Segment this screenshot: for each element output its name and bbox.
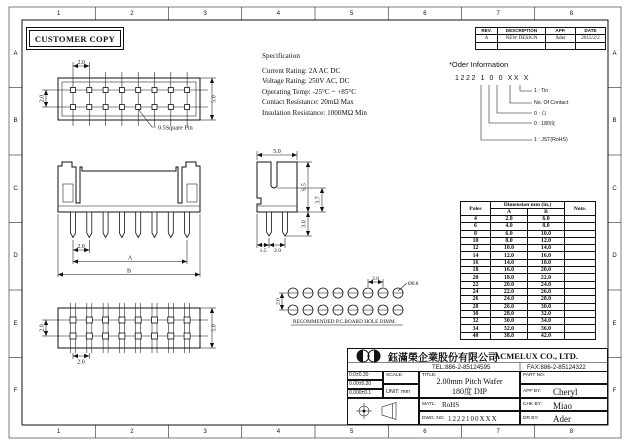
drawing-title-line2: 180度 DIP [452,387,487,396]
zone-label-bottom: 6 [423,428,427,435]
customer-copy-label: CUSTOMER COPY [29,30,121,47]
dimension-cell: 22.0 [491,288,528,295]
company-tel: TEL:886-2-85124595 [432,364,491,371]
dim-sv-inner: 3.7 [315,196,322,204]
top-view-drawing [40,60,218,132]
dwg-no-label: DWG. NO. [422,416,445,421]
dim-pcb-hole: Ø0.8 [408,281,419,287]
dim-sv-top: 5.0 [273,148,281,155]
dimension-row [461,288,596,295]
dwg-no-value: 1222100XXX [448,415,498,423]
dimension-cell: 26.0 [528,288,565,295]
unit-label: UNIT: mm [386,389,410,395]
scale-cell [383,371,419,384]
part-no-label: PART NO: [523,373,546,378]
order-callout: No. Of Contact [534,100,569,106]
revision-row-empty [476,42,606,50]
revision-cell: 2015/2/2 [576,35,606,43]
order-info-code: 1222 1 0 0 XX X [455,75,530,82]
dimension-cell [565,288,596,295]
dimension-row [461,237,596,244]
dim-tv-pitch-v: 2.0 [39,94,46,103]
zone-label-right: D [612,253,617,260]
dimension-cell: 18.0 [528,259,565,266]
zone-label-right: F [612,388,617,395]
zone-label-top: 1 [56,10,61,17]
zone-label-bottom: 3 [203,428,207,435]
spec-line: Current Rating: 2A AC DC [262,67,341,75]
dim-tv-pitch-h: 2.0 [77,60,85,66]
zone-label-bottom: 5 [349,428,354,435]
dim-sv-offset: 1.5 [259,248,267,254]
dimtab-col-a: A [491,209,528,216]
pin-size-label: 0.5Square Pin [158,124,193,132]
zone-label-bottom: 1 [56,428,61,435]
dimension-cell: 10.0 [491,245,528,252]
pcb-hole-pattern [276,276,419,325]
dimension-row [461,281,596,288]
customer-copy-stamp [26,27,124,50]
part-no-cell [520,371,608,384]
order-callout: 0 : 180度 [534,121,556,127]
dim-bv-pitch-v: 2.0 [39,324,46,332]
tolerance-row-3: 0.000±0.1 [347,389,383,398]
dimension-cell: 36.0 [528,325,565,332]
spec-line: Insulation Resistance: 1000MΩ Min [262,108,367,117]
dimension-cell: 14.0 [491,259,528,266]
zone-label-bottom: 8 [569,428,574,435]
dim-sv-pin-length: 3.0 [301,220,308,228]
dimension-cell: 30.0 [491,318,528,325]
dimension-cell: 32 [461,318,491,325]
dimension-cell [565,259,596,266]
spec-line: Operating Temp: -25°C ~ +85°C [262,87,357,96]
dimtab-col-note: Note. [565,202,596,216]
dimension-row [461,245,596,252]
pcb-caption: RECOMMENDED P.C.BOARD HOLE DIMM. [293,319,397,325]
material-label: MATL: [422,402,436,407]
revision-cell: NEW DESIGN [498,35,546,43]
revision-cell: A [476,35,498,43]
dimension-cell: 22 [461,281,491,288]
dimension-row [461,267,596,274]
zone-label-top: 7 [496,10,500,17]
dimension-row [461,325,596,332]
material-value: RoHS [442,401,460,409]
rev-col-header: REV. [476,28,498,35]
dimension-cell: 40 [461,332,491,339]
dimension-cell: 26.0 [491,303,528,310]
app-by-cell [520,384,608,398]
tolerance-row-1: 0.0±0.30 [347,371,383,380]
company-fax: FAX:886-2-85124322 [527,364,586,371]
dimension-cell [565,310,596,317]
specification-title: Specification [262,52,300,60]
app-by-value: Cheryl [553,387,578,397]
order-callout: 0 : 白 [534,111,547,117]
revision-cell [498,42,546,50]
dimension-cell [565,216,596,223]
unit-cell [383,384,419,398]
title-label: TITLE: [422,373,437,378]
dimension-cell: 12.0 [528,237,565,244]
dimension-table [460,201,596,340]
dimension-row [461,230,596,237]
zone-label-left: D [13,253,18,260]
dim-fv-pitch: 2.0 [77,244,85,250]
dimension-row [461,332,596,339]
order-info-tree-lines [481,85,532,140]
company-name-cn: 鈺滿榮企業股份有限公司 [388,353,498,364]
dimension-cell: 42.0 [528,332,565,339]
rev-col-header: APP. [546,28,576,35]
zone-label-left: A [13,50,18,57]
dimension-cell [565,303,596,310]
zone-label-left: F [13,388,18,395]
zone-label-bottom: 2 [130,428,134,435]
dimension-cell: 12 [461,245,491,252]
revision-row [476,35,606,43]
revision-cell: Ader [546,35,576,43]
dimension-row [461,310,596,317]
dim-bv-body: 5.0 [211,324,218,332]
dimension-cell: 10.0 [528,230,565,237]
dim-sv-height: 6.5 [301,183,308,191]
dim-sv-pitch: 2.0 [274,248,281,254]
dim-pcb-pitch-v: 2.0 [275,298,282,305]
dimension-cell: 8 [461,230,491,237]
dimension-cell: 30.0 [528,303,565,310]
zone-label-top: 4 [276,10,281,17]
dimension-cell: 24.0 [528,281,565,288]
chk-by-label: CHK BY: [523,402,542,407]
drawing-title-line1: 2.00mm Pitch Wafer [436,377,503,386]
dimension-cell [565,325,596,332]
company-name-en: ACMELUX CO., LTD. [494,351,578,361]
dr-by-value: Ader [553,414,571,424]
dr-by-label: DR BY: [523,416,539,421]
spec-line: Contact Resistance: 20mΩ Max [262,98,354,107]
dimension-cell [565,245,596,252]
zone-label-bottom: 7 [496,428,500,435]
spec-line: Voltage Rating: 250V AC, DC [262,77,350,86]
order-callout: 1 : JST(RoHS) [534,137,568,143]
dimension-cell: 4 [461,216,491,223]
dimension-cell: 8.0 [528,223,565,230]
dimension-cell: 6.0 [491,230,528,237]
dim-bv-pitch-h: 2.0 [77,359,85,366]
dim-fv-a: A [127,255,133,262]
dim-tv-body: 5.0 [211,95,218,103]
dimension-cell [565,223,596,230]
app-by-label: APP BY: [523,389,542,394]
scale-label: SCALE: [386,373,404,378]
side-view-drawing [257,149,326,254]
dimension-cell: 38.0 [491,332,528,339]
zone-label-left: C [13,185,18,192]
dimension-row [461,252,596,259]
dimension-cell [565,230,596,237]
zone-label-right: A [612,50,617,57]
dimension-row [461,259,596,266]
dimension-row [461,296,596,303]
dimension-cell [565,332,596,339]
dimension-cell: 18.0 [491,274,528,281]
specification-block [262,52,437,118]
dimension-row [461,223,596,230]
dim-pcb-pitch-h: 2.0 [372,276,379,282]
zone-label-top: 6 [423,10,427,17]
dimension-cell: 4.0 [491,223,528,230]
dimension-cell: 14.0 [528,245,565,252]
dimension-cell: 16.0 [491,267,528,274]
revision-cell [576,42,606,50]
dimension-cell: 24 [461,288,491,295]
rev-col-header: DESCRIPTION [498,28,546,35]
dimension-cell: 34 [461,325,491,332]
dimension-cell: 30 [461,310,491,317]
dimension-cell [565,281,596,288]
dimension-cell [565,252,596,259]
rev-col-header: DATE [576,28,606,35]
dimension-cell: 20.0 [528,267,565,274]
dimtab-col-dimension: Dimension mm (in.) [491,202,565,209]
dimension-cell: 6 [461,223,491,230]
dimension-cell: 10 [461,237,491,244]
order-info-title: *Oder Information [449,60,509,69]
dimension-row [461,216,596,223]
dimension-row [461,318,596,325]
dimension-cell: 20 [461,274,491,281]
projection-cell [347,398,419,425]
dimension-row [461,274,596,281]
dimension-row [461,303,596,310]
front-view-drawing [58,162,200,277]
revision-cell [476,42,498,50]
chk-by-value: Miao [553,401,572,411]
revision-cell [546,42,576,50]
dwg-no-cell [419,411,520,425]
zone-label-top: 2 [130,10,134,17]
zone-label-left: E [13,320,18,327]
dimension-cell [565,267,596,274]
tolerance-row-2: 0.00±0.20 [347,380,383,389]
zone-label-bottom: 4 [276,428,281,435]
zone-label-right: E [612,320,617,327]
dimension-cell [565,237,596,244]
material-cell [419,398,520,411]
dimension-cell: 16 [461,259,491,266]
zone-label-top: 5 [349,10,354,17]
dimension-cell: 24.0 [491,296,528,303]
zone-label-right: C [612,185,617,192]
chk-by-cell [520,398,608,411]
zone-label-left: B [13,118,18,125]
dimension-cell: 16.0 [528,252,565,259]
dimension-cell [565,296,596,303]
bottom-view-drawing [40,303,218,366]
dimension-cell: 2.0 [491,216,528,223]
revision-table [475,27,606,50]
order-callout: 1 : Tin [534,88,549,94]
dimension-cell: 32.0 [491,325,528,332]
dimension-cell: 6.0 [528,216,565,223]
dimension-cell: 8.0 [491,237,528,244]
dimension-cell [565,318,596,325]
dimension-cell: 20.0 [491,281,528,288]
dimension-cell [565,274,596,281]
dimension-cell: 12.0 [491,252,528,259]
dimtab-col-b: B [528,209,565,216]
dimtab-col-poles: Poles [461,202,491,216]
zone-label-right: B [612,118,617,125]
dim-fv-b: B [126,268,132,275]
dr-by-cell [520,411,608,425]
dimension-cell: 14 [461,252,491,259]
dimension-cell: 26 [461,296,491,303]
zone-label-top: 8 [569,10,574,17]
dimension-cell: 18 [461,267,491,274]
dimension-cell: 22.0 [528,274,565,281]
dimension-cell: 34.0 [528,318,565,325]
zone-label-top: 3 [203,10,207,17]
title-cell [419,371,520,398]
dimension-cell: 28 [461,303,491,310]
dimension-cell: 32.0 [528,310,565,317]
dimension-cell: 28.0 [491,310,528,317]
dimension-cell: 28.0 [528,296,565,303]
